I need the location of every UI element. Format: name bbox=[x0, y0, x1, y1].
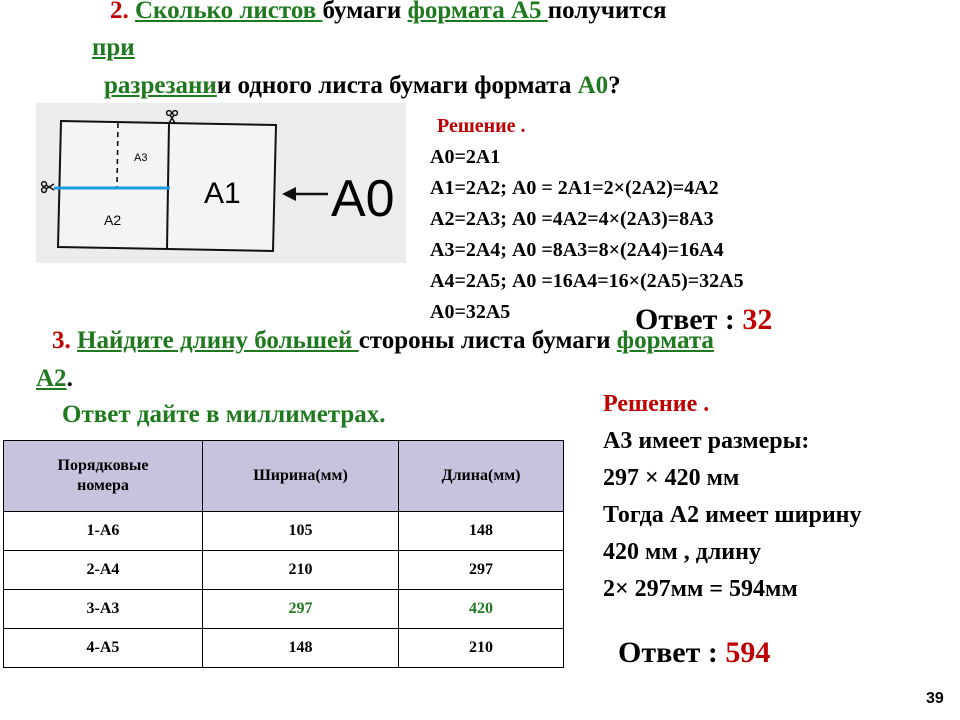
task2-link-format-a5[interactable]: формата А5 bbox=[407, 0, 548, 24]
solution3-title: Решение . bbox=[603, 391, 710, 417]
task3-line2 bbox=[36, 364, 73, 393]
task2-text: бумаги bbox=[322, 0, 408, 24]
task2-text-will-get: получится bbox=[547, 0, 667, 24]
task3-number: 3. bbox=[52, 327, 71, 354]
table-header-cell bbox=[4, 441, 203, 512]
table-row bbox=[4, 512, 564, 551]
task3-text: стороны листа бумаги bbox=[358, 327, 617, 354]
table-cell: 148 bbox=[203, 629, 399, 668]
table-cell: 3-А3 bbox=[4, 590, 203, 629]
table-cell-highlight: 297 bbox=[203, 590, 399, 629]
table-cell-highlight: 420 bbox=[399, 590, 564, 629]
solution2-line: А2=2А3; А0 =4А2=4×(2А3)=8А3 bbox=[430, 208, 714, 230]
task2-format-a0: А0 bbox=[577, 72, 609, 99]
paper-diagram-svg bbox=[36, 103, 406, 263]
arrow-left-icon bbox=[282, 187, 296, 201]
table-cell: 1-А6 bbox=[4, 512, 203, 551]
solution3-line: 420 мм , длину bbox=[603, 539, 761, 565]
paper-formats-table bbox=[3, 440, 564, 668]
task2-link-how-many[interactable]: Сколько листов bbox=[135, 0, 323, 24]
answer-label: Ответ : bbox=[635, 303, 743, 336]
solution3-line: Тогда А2 имеет ширину bbox=[603, 502, 862, 528]
table-cell: 148 bbox=[399, 512, 564, 551]
solution3-line: 297 × 420 мм bbox=[603, 465, 740, 491]
task3-period: . bbox=[66, 365, 73, 392]
solution3-answer bbox=[618, 636, 770, 670]
scissors-top-icon bbox=[167, 111, 178, 123]
label-a2: A2 bbox=[104, 212, 122, 228]
answer-value: 32 bbox=[742, 303, 773, 336]
header-text: Порядковые номера bbox=[57, 457, 149, 494]
task2-number: 2. bbox=[110, 0, 129, 24]
task2-line3 bbox=[104, 71, 621, 100]
task2-text-rest: и одного листа бумаги формата bbox=[216, 72, 578, 99]
solution2-line: А0=2А1 bbox=[430, 146, 501, 168]
task2-line1 bbox=[110, 0, 667, 25]
task3-line1 bbox=[52, 326, 714, 355]
label-a1: A1 bbox=[204, 177, 241, 210]
task3-link-a2[interactable]: А2 bbox=[36, 365, 67, 392]
task3-line3: Ответ дайте в миллиметрах. bbox=[62, 401, 386, 428]
page-number: 39 bbox=[926, 690, 944, 707]
task2-link-cutting[interactable]: разрезани bbox=[104, 72, 217, 99]
paper-diagram bbox=[36, 103, 406, 263]
solution3-lines bbox=[603, 423, 861, 608]
table-cell: 297 bbox=[399, 551, 564, 590]
scissors-left-icon bbox=[42, 182, 54, 193]
table-cell: 2-А4 bbox=[4, 551, 203, 590]
solution2-line: А1=2А2; А0 = 2А1=2×(2А2)=4А2 bbox=[430, 177, 719, 199]
table-cell: 105 bbox=[203, 512, 399, 551]
task3-link-format[interactable]: формата bbox=[616, 327, 714, 354]
solution2-line: А3=2А4; А0 =8А3=8×(2А4)=16А4 bbox=[430, 239, 724, 261]
table-row bbox=[4, 629, 564, 668]
table-header-row bbox=[4, 441, 564, 512]
table-row bbox=[4, 551, 564, 590]
task2-line2 bbox=[92, 33, 135, 62]
solution2-line: А0=32А5 bbox=[430, 301, 511, 323]
task2-question-mark: ? bbox=[608, 72, 621, 99]
task3-link-find-length[interactable]: Найдите длину большей bbox=[77, 327, 359, 354]
label-a0: A0 bbox=[331, 170, 395, 228]
label-a3: A3 bbox=[134, 152, 148, 164]
table-cell: 210 bbox=[399, 629, 564, 668]
table-cell: 4-А5 bbox=[4, 629, 203, 668]
answer-label: Ответ : bbox=[618, 636, 726, 669]
solution2-lines bbox=[430, 142, 744, 328]
table-cell: 210 bbox=[203, 551, 399, 590]
table-header-cell: Длина(мм) bbox=[399, 441, 564, 512]
solution3-line: А3 имеет размеры: bbox=[603, 428, 810, 454]
solution3-line: 2× 297мм = 594мм bbox=[603, 576, 798, 602]
task2-link-pri[interactable]: при bbox=[92, 34, 135, 61]
table-row bbox=[4, 590, 564, 629]
solution2-line: А4=2А5; А0 =16А4=16×(2А5)=32А5 bbox=[430, 270, 744, 292]
table-header-cell: Ширина(мм) bbox=[203, 441, 399, 512]
solution2-title: Решение . bbox=[437, 115, 526, 137]
answer-value: 594 bbox=[725, 636, 771, 669]
